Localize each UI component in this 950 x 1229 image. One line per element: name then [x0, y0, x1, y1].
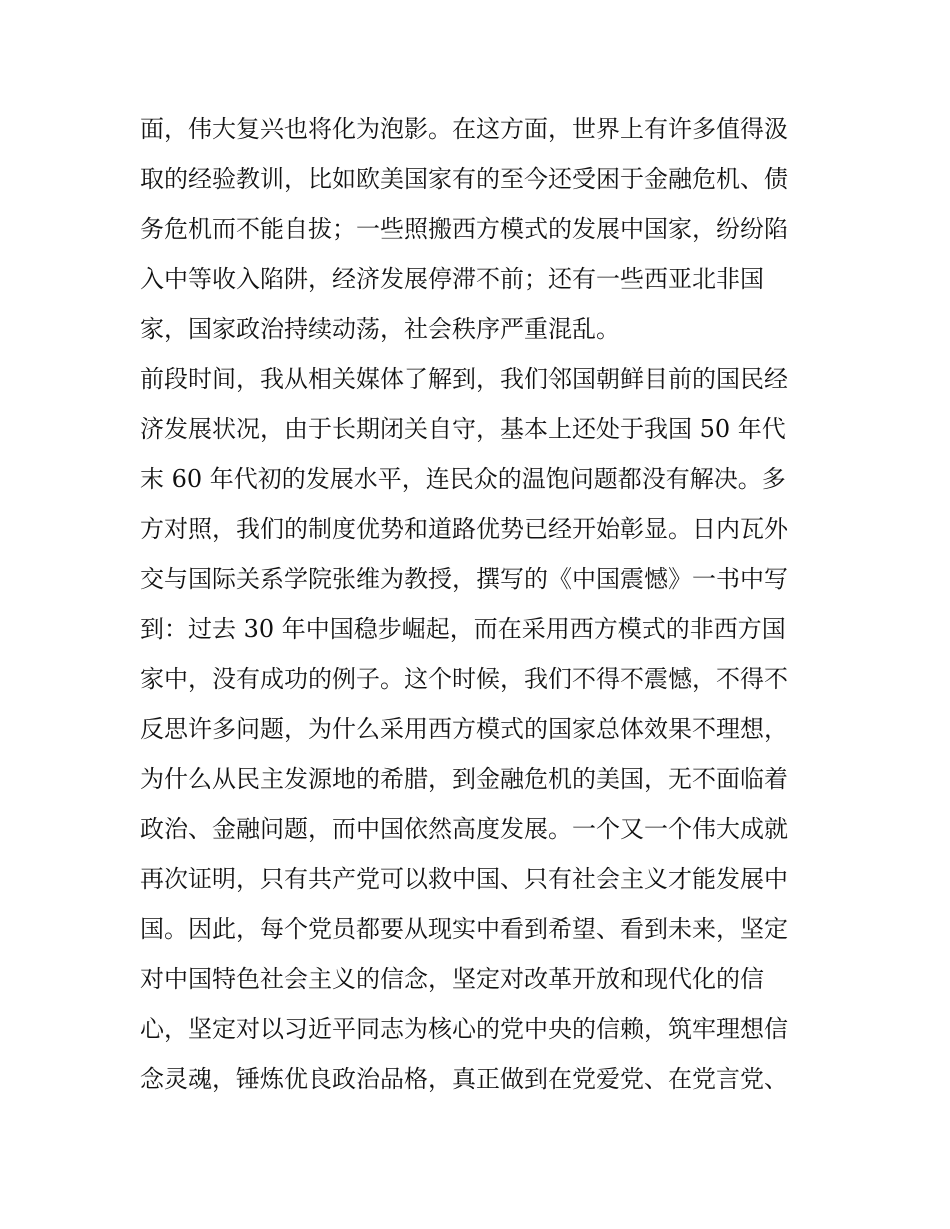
text-line: 济发展状况，由于长期闭关自守，基本上还处于我国 50 年代	[140, 415, 786, 443]
text-line: 为什么从民主发源地的希腊，到金融危机的美国，无不面临着	[140, 765, 788, 793]
text-line: 入中等收入陷阱，经济发展停滞不前；还有一些西亚北非国	[140, 265, 764, 293]
text-line: 务危机而不能自拔；一些照搬西方模式的发展中国家，纷纷陷	[140, 215, 788, 243]
text-line: 取的经验教训，比如欧美国家有的至今还受困于金融危机、债	[140, 165, 788, 193]
text-line: 到：过去 30 年中国稳步崛起，而在采用西方模式的非西方国	[140, 615, 786, 643]
document-body	[140, 104, 820, 1104]
text-line: 政治、金融问题，而中国依然高度发展。一个又一个伟大成就	[140, 815, 788, 843]
text-line: 再次证明，只有共产党可以救中国、只有社会主义才能发展中	[140, 865, 788, 893]
text-line: 反思许多问题，为什么采用西方模式的国家总体效果不理想，	[140, 715, 788, 743]
paragraph	[140, 354, 820, 1104]
text-line: 对中国特色社会主义的信念，坚定对改革开放和现代化的信	[140, 965, 764, 993]
text-line: 国。因此，每个党员都要从现实中看到希望、看到未来，坚定	[140, 915, 788, 943]
paragraph	[140, 104, 820, 354]
text-line: 前段时间，我从相关媒体了解到，我们邻国朝鲜目前的国民经	[140, 365, 788, 393]
text-line: 面，伟大复兴也将化为泡影。在这方面，世界上有许多值得汲	[140, 115, 788, 143]
text-line: 交与国际关系学院张维为教授，撰写的《中国震憾》一书中写	[140, 565, 788, 593]
text-line: 末 60 年代初的发展水平，连民众的温饱问题都没有解决。多	[140, 465, 786, 493]
text-line: 念灵魂，锤炼优良政治品格，真正做到在党爱党、在党言党、	[140, 1065, 788, 1093]
text-line: 家，国家政治持续动荡，社会秩序严重混乱。	[140, 315, 620, 343]
text-line: 方对照，我们的制度优势和道路优势已经开始彰显。日内瓦外	[140, 515, 788, 543]
text-line: 心，坚定对以习近平同志为核心的党中央的信赖，筑牢理想信	[140, 1015, 788, 1043]
text-line: 家中，没有成功的例子。这个时候，我们不得不震憾，不得不	[140, 665, 788, 693]
